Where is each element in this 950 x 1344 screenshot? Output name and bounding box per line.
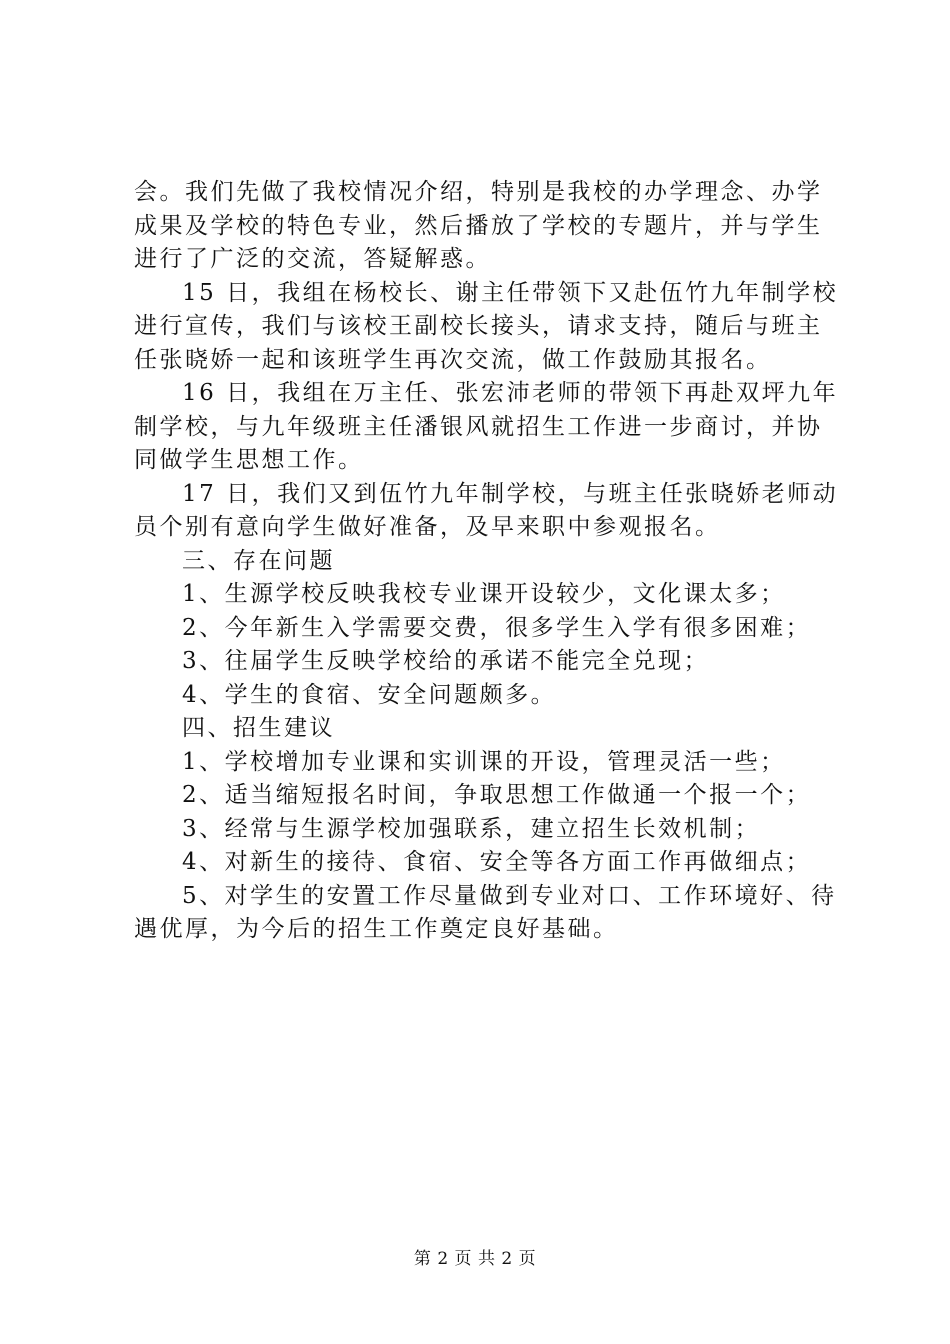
page-footer: 第 2 页 共 2 页 xyxy=(413,1249,537,1269)
problem-item: 4、学生的食宿、安全问题颇多。 xyxy=(182,681,557,708)
text-line: 进行宣传，我们与该校王副校长接头，请求支持，随后与班主 xyxy=(134,313,823,339)
text-line: 同做学生思想工作。 xyxy=(134,447,364,473)
suggestion-item: 1、学校增加专业课和实训课的开设，管理灵活一些； xyxy=(182,748,786,775)
suggestion-item: 3、经常与生源学校加强联系，建立招生长效机制； xyxy=(182,815,761,842)
paragraph-17-first-line: 17 日，我们又到伍竹九年制学校，与班主任张晓娇老师动 xyxy=(182,480,839,507)
text-line: 会。我们先做了我校情况介绍，特别是我校的办学理念、办学 xyxy=(134,179,823,205)
paragraph-16-first-line: 16 日，我组在万主任、张宏沛老师的带领下再赴双坪九年 xyxy=(182,380,839,406)
suggestion-item: 2、适当缩短报名时间，争取思想工作做通一个报一个； xyxy=(182,782,812,808)
text-line: 任张晓娇一起和该班学生再次交流，做工作鼓励其报名。 xyxy=(134,346,772,373)
paragraph-15-first-line: 15 日，我组在杨校长、谢主任带领下又赴伍竹九年制学校 xyxy=(182,279,839,306)
text-line: 遇优厚，为今后的招生工作奠定良好基础。 xyxy=(134,916,619,942)
problem-item: 1、生源学校反映我校专业课开设较少，文化课太多； xyxy=(182,581,786,607)
text-line: 制学校，与九年级班主任潘银风就招生工作进一步商讨，并协 xyxy=(134,413,823,440)
text-line: 成果及学校的特色专业，然后播放了学校的专题片，并与学生 xyxy=(134,212,823,239)
text-line: 员个别有意向学生做好准备，及早来职中参观报名。 xyxy=(134,514,721,540)
text-line: 进行了广泛的交流，答疑解惑。 xyxy=(134,246,491,272)
suggestion-item: 4、对新生的接待、食宿、安全等各方面工作再做细点； xyxy=(182,849,812,875)
problem-item: 3、往届学生反映学校给的承诺不能完全兑现； xyxy=(182,648,710,674)
suggestion-item: 5、对学生的安置工作尽量做到专业对口、工作环境好、待 xyxy=(182,882,837,909)
section-heading-suggestions: 四、招生建议 xyxy=(182,715,335,741)
section-heading-problems: 三、存在问题 xyxy=(182,547,335,574)
problem-item: 2、今年新生入学需要交费，很多学生入学有很多困难； xyxy=(182,614,812,641)
document-body xyxy=(134,176,839,947)
